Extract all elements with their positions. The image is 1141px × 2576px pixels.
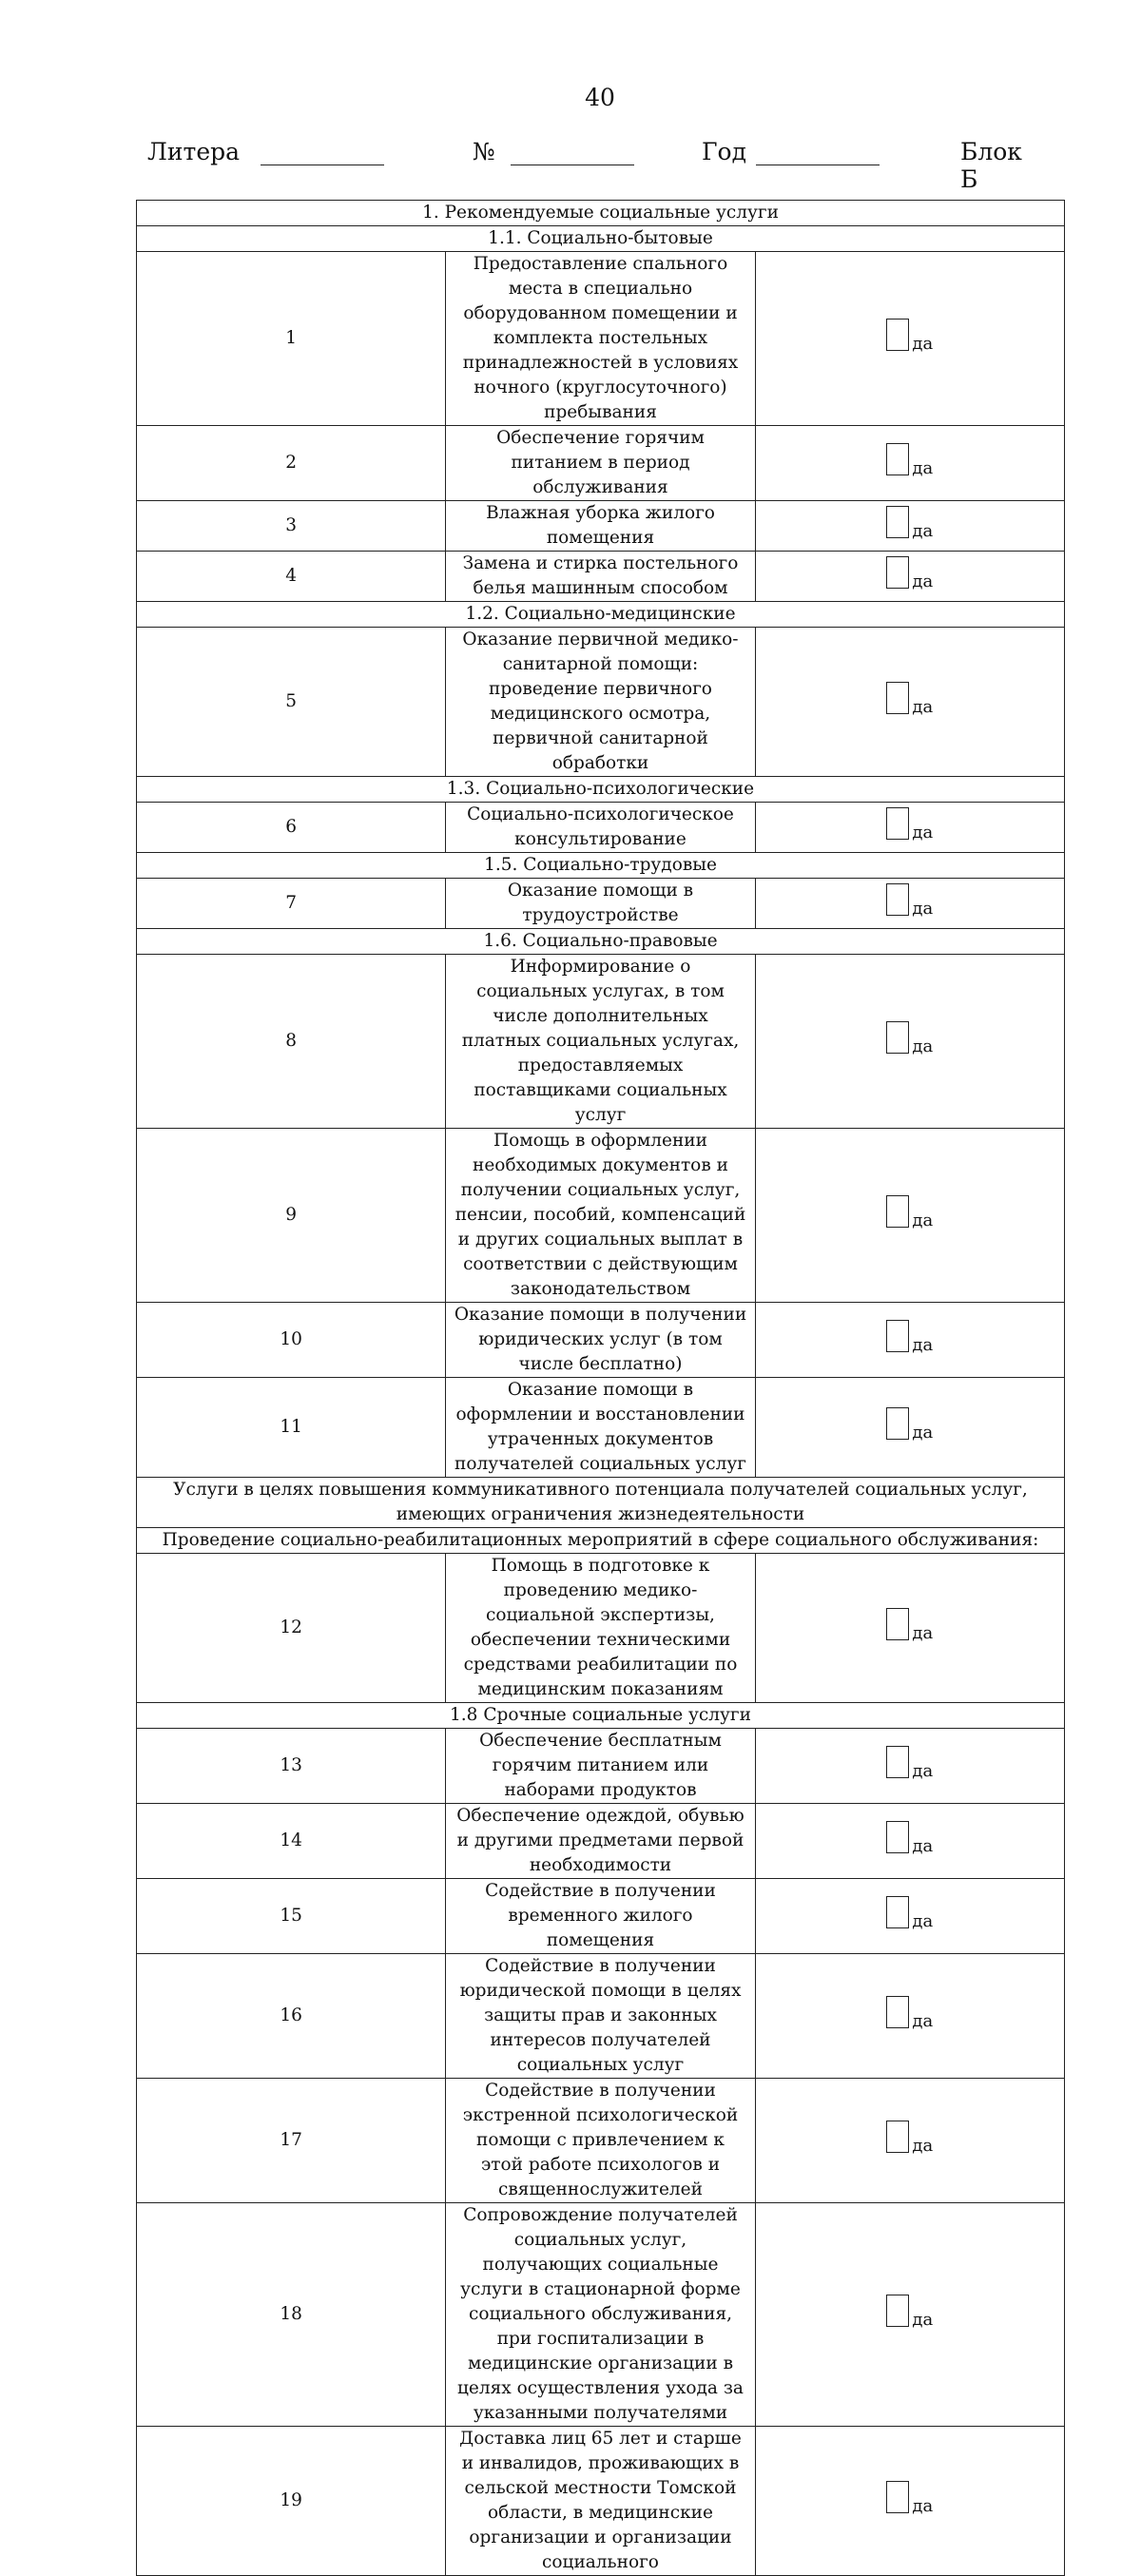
- checkbox-label: да: [912, 1836, 934, 1856]
- checkbox-square[interactable]: [886, 556, 909, 589]
- section-title: 1.5. Социально-трудовые: [137, 853, 1065, 879]
- service-description: Содействие в получении юридической помощи в целях защиты прав и законных интересов получателей социальных услуг: [446, 1954, 755, 2079]
- table-row: [137, 426, 1065, 501]
- checkbox-square[interactable]: [886, 1996, 909, 2028]
- service-description: Обеспечение горячим питанием в период обслуживания: [446, 426, 755, 501]
- table-row: [137, 1554, 1065, 1703]
- checkbox-label: да: [912, 1211, 934, 1230]
- checkbox-cell: [755, 1804, 1064, 1879]
- section-title: Услуги в целях повышения коммуникативного потенциала получателей социальных услуг, имеющих ограничения жизнедеятельности: [137, 1478, 1065, 1528]
- service-description: Информирование о социальных услугах, в том числе дополнительных платных социальных услугах, предоставляемых поставщиками социальных услуг: [446, 955, 755, 1129]
- checkbox-label: да: [912, 1761, 934, 1781]
- checkbox-cell: [755, 2079, 1064, 2203]
- yes-checkbox[interactable]: [886, 2121, 934, 2156]
- checkbox-label: да: [912, 334, 934, 354]
- row-number: 19: [137, 2427, 446, 2576]
- row-number: 6: [137, 803, 446, 853]
- checkbox-label: да: [912, 2011, 934, 2031]
- row-number: 1: [137, 252, 446, 426]
- table-row: [137, 501, 1065, 552]
- service-description: Оказание первичной медико-санитарной помощи: проведение первичного медицинского осмотра, первичной санитарной обработки: [446, 628, 755, 777]
- checkbox-cell: [755, 1879, 1064, 1954]
- table-title: 1. Рекомендуемые социальные услуги: [137, 201, 1065, 226]
- yes-checkbox[interactable]: [886, 807, 934, 843]
- checkbox-cell: [755, 1954, 1064, 2079]
- row-number: 10: [137, 1303, 446, 1378]
- number-label: №: [473, 138, 495, 165]
- table-row: [137, 955, 1065, 1129]
- yes-checkbox[interactable]: [886, 2481, 934, 2516]
- row-number: 18: [137, 2203, 446, 2427]
- service-description: Социально-психологическое консультирование: [446, 803, 755, 853]
- yes-checkbox[interactable]: [886, 1746, 934, 1781]
- table-row: [137, 1804, 1065, 1879]
- yes-checkbox[interactable]: [886, 1996, 934, 2031]
- table-row: [137, 552, 1065, 602]
- row-number: 16: [137, 1954, 446, 2079]
- service-description: Замена и стирка постельного белья машинным способом: [446, 552, 755, 602]
- litera-label: Литера: [147, 138, 241, 165]
- service-description: Сопровождение получателей социальных услуг, получающих социальные услуги в стационарной форме социального обслуживания, при госпитализации в медицинские организации в целях осуществления ухода за указанными получателями: [446, 2203, 755, 2427]
- form-header: [147, 138, 1041, 193]
- checkbox-cell: [755, 252, 1064, 426]
- checkbox-square[interactable]: [886, 1821, 909, 1853]
- checkbox-square[interactable]: [886, 807, 909, 840]
- table-row: [137, 628, 1065, 777]
- row-number: 17: [137, 2079, 446, 2203]
- table-row: [137, 1954, 1065, 2079]
- row-number: 11: [137, 1378, 446, 1478]
- checkbox-cell: [755, 1378, 1064, 1478]
- yes-checkbox[interactable]: [886, 1608, 934, 1643]
- row-number: 15: [137, 1879, 446, 1954]
- yes-checkbox[interactable]: [886, 682, 934, 717]
- table-row: [137, 1303, 1065, 1378]
- table-row: [137, 2203, 1065, 2427]
- yes-checkbox[interactable]: [886, 1896, 934, 1931]
- yes-checkbox[interactable]: [886, 1407, 934, 1443]
- table-row: [137, 1879, 1065, 1954]
- checkbox-label: да: [912, 1911, 934, 1931]
- checkbox-label: да: [912, 1335, 934, 1355]
- row-number: 3: [137, 501, 446, 552]
- block-label: Блок Б: [960, 138, 1022, 193]
- checkbox-square[interactable]: [886, 2295, 909, 2327]
- checkbox-label: да: [912, 697, 934, 717]
- service-description: Оказание помощи в трудоустройстве: [446, 879, 755, 929]
- service-description: Содействие в получении временного жилого помещения: [446, 1879, 755, 1954]
- yes-checkbox[interactable]: [886, 2295, 934, 2330]
- table-row: [137, 1129, 1065, 1303]
- checkbox-cell: [755, 628, 1064, 777]
- checkbox-label: да: [912, 823, 934, 843]
- service-description: Оказание помощи в получении юридических услуг (в том числе бесплатно): [446, 1303, 755, 1378]
- yes-checkbox[interactable]: [886, 1821, 934, 1856]
- checkbox-label: да: [912, 2136, 934, 2156]
- checkbox-square[interactable]: [886, 2121, 909, 2153]
- row-number: 4: [137, 552, 446, 602]
- checkbox-square[interactable]: [886, 319, 909, 351]
- checkbox-cell: [755, 1303, 1064, 1378]
- checkbox-cell: [755, 426, 1064, 501]
- service-description: Помощь в подготовке к проведению медико-социальной экспертизы, обеспечении техническими средствами реабилитации по медицинским показаниям: [446, 1554, 755, 1703]
- services-table: [136, 200, 1065, 2576]
- checkbox-cell: [755, 955, 1064, 1129]
- table-row: [137, 879, 1065, 929]
- checkbox-label: да: [912, 521, 934, 541]
- checkbox-square[interactable]: [886, 2481, 909, 2513]
- yes-checkbox[interactable]: [886, 319, 934, 354]
- table-row: [137, 803, 1065, 853]
- yes-checkbox[interactable]: [886, 556, 933, 589]
- section-title: 1.6. Социально-правовые: [137, 929, 1065, 955]
- checkbox-square[interactable]: [886, 1195, 909, 1228]
- checkbox-square[interactable]: [886, 682, 909, 714]
- service-description: Доставка лиц 65 лет и старше и инвалидов, проживающих в сельской местности Томской области, в медицинские организации и организации социального: [446, 2427, 755, 2576]
- yes-checkbox[interactable]: [886, 506, 934, 541]
- checkbox-square[interactable]: [886, 1407, 909, 1440]
- checkbox-cell: [755, 803, 1064, 853]
- checkbox-square[interactable]: [886, 1896, 909, 1928]
- section-title: 1.8 Срочные социальные услуги: [137, 1703, 1065, 1729]
- checkbox-label: да: [912, 1036, 934, 1056]
- checkbox-label: да: [912, 1623, 934, 1643]
- service-description: Оказание помощи в оформлении и восстановлении утраченных документов получателей социальных услуг: [446, 1378, 755, 1478]
- yes-checkbox[interactable]: [886, 1320, 934, 1355]
- row-number: 12: [137, 1554, 446, 1703]
- checkbox-square[interactable]: [886, 1320, 909, 1352]
- table-row: [137, 2427, 1065, 2576]
- checkbox-square[interactable]: [886, 883, 909, 916]
- checkbox-cell: [755, 2203, 1064, 2427]
- checkbox-square[interactable]: [886, 443, 909, 475]
- row-number: 9: [137, 1129, 446, 1303]
- section-title: 1.2. Социально-медицинские: [137, 602, 1065, 628]
- table-row: [137, 1729, 1065, 1804]
- checkbox-label: да: [912, 2310, 934, 2330]
- row-number: 2: [137, 426, 446, 501]
- checkbox-label: да: [912, 899, 934, 919]
- checkbox-label: да: [912, 2496, 934, 2516]
- yes-checkbox[interactable]: [886, 1021, 933, 1054]
- row-number: 8: [137, 955, 446, 1129]
- checkbox-cell: [755, 1729, 1064, 1804]
- service-description: Обеспечение бесплатным горячим питанием или наборами продуктов: [446, 1729, 755, 1804]
- checkbox-cell: [755, 501, 1064, 552]
- service-description: Обеспечение одеждой, обувью и другими предметами первой необходимости: [446, 1804, 755, 1879]
- service-description: Помощь в оформлении необходимых документов и получении социальных услуг, пенсии, пособий, компенсаций и других социальных выплат в соответствии с действующим законодательством: [446, 1129, 755, 1303]
- checkbox-label: да: [912, 458, 934, 478]
- section-subtitle: Проведение социально-реабилитационных мероприятий в сфере социального обслуживания:: [137, 1528, 1065, 1554]
- checkbox-cell: [755, 1129, 1064, 1303]
- checkbox-label: да: [912, 1423, 934, 1443]
- checkbox-square[interactable]: [886, 1608, 909, 1640]
- checkbox-square[interactable]: [886, 1021, 909, 1054]
- year-label: Год: [702, 138, 746, 165]
- page-number: 40: [585, 84, 615, 111]
- section-title: 1.3. Социально-психологические: [137, 777, 1065, 803]
- table-row: [137, 252, 1065, 426]
- section-title: 1.1. Социально-бытовые: [137, 226, 1065, 252]
- table-row: [137, 2079, 1065, 2203]
- checkbox-label: да: [912, 571, 934, 591]
- yes-checkbox[interactable]: [886, 1195, 933, 1228]
- checkbox-cell: [755, 1554, 1064, 1703]
- row-number: 7: [137, 879, 446, 929]
- yes-checkbox[interactable]: [886, 883, 934, 919]
- checkbox-square[interactable]: [886, 1746, 909, 1778]
- service-description: Содействие в получении экстренной психологической помощи с привлечением к этой работе психологов и священнослужителей: [446, 2079, 755, 2203]
- table-row: [137, 1378, 1065, 1478]
- checkbox-cell: [755, 552, 1064, 602]
- row-number: 13: [137, 1729, 446, 1804]
- row-number: 14: [137, 1804, 446, 1879]
- checkbox-cell: [755, 879, 1064, 929]
- row-number: 5: [137, 628, 446, 777]
- service-description: Предоставление спального места в специально оборудованном помещении и комплекта постельных принадлежностей в условиях ночного (круглосуточного) пребывания: [446, 252, 755, 426]
- service-description: Влажная уборка жилого помещения: [446, 501, 755, 552]
- checkbox-square[interactable]: [886, 506, 909, 538]
- checkbox-cell: [755, 2427, 1064, 2576]
- yes-checkbox[interactable]: [886, 443, 934, 478]
